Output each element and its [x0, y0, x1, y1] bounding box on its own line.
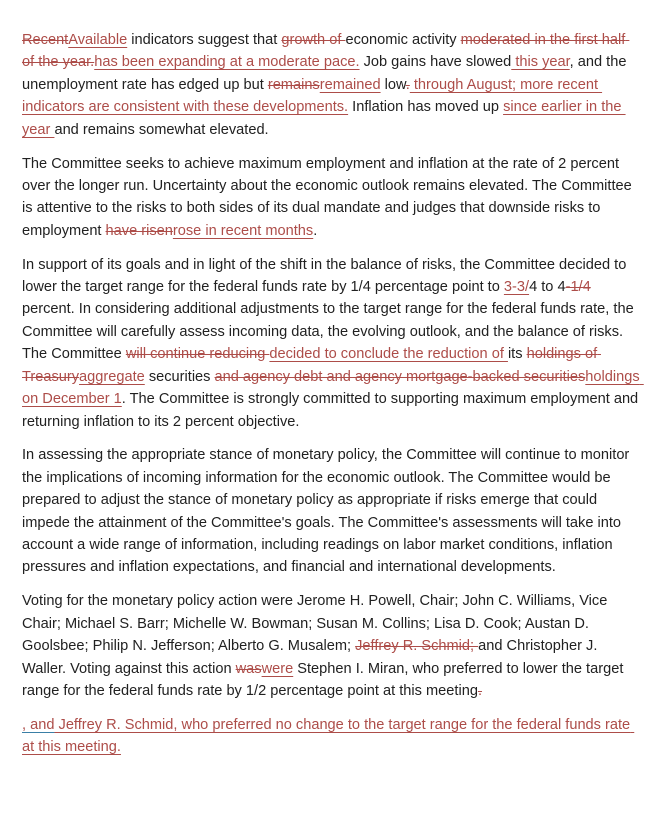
body-text-run: In support of its goals and in light of the shift in the balance of risks, the Committee decided to lower the target range for the federal funds rate by 1/4 percentage point to — [22, 256, 631, 296]
paragraph — [22, 29, 641, 141]
body-text-run: In assessing the appropriate stance of monetary policy, the Committee will continue to monitor the implications of incoming information for the economic outlook. The Committee would be prepared to adjust the stance of monetary policy as appropriate if risks emerge that could impede the attainment of the Committee's goals. The Committee's assessments will take into account a wide range of information, including readings on labor market conditions, inflation pressures and inflation expectations, and financial and international developments. — [22, 447, 634, 576]
inserted-text-run: Jeffrey R. Schmid, who preferred no change to the target range for the federal funds rate at this meeting. — [22, 716, 635, 756]
body-text-run: indicators suggest that — [127, 32, 282, 48]
paragraph — [22, 444, 641, 578]
paragraph — [22, 714, 641, 759]
paragraph — [22, 590, 641, 702]
body-text-run: Stephen I. Miran, who preferred to lower the target range for the federal funds rate by 1/2 percentage point at this meeting — [22, 660, 628, 699]
body-text-run: economic activity — [345, 32, 461, 48]
inserted-text-run: were — [261, 660, 294, 677]
inserted-text-run: this year — [511, 54, 570, 71]
deleted-text-run: . — [405, 76, 410, 93]
body-text-run: Inflation has moved up — [348, 99, 504, 116]
deleted-text-run: and agency debt and agency mortgage-backed securities — [214, 368, 586, 385]
body-text-run: . — [313, 222, 318, 239]
inserted-text-run: through August; more recent indicators are consistent with these developments. — [22, 76, 603, 116]
body-text-run: its — [507, 346, 527, 363]
deleted-text-run: have risen — [105, 222, 173, 239]
inserted-text-run: rose in recent months — [172, 222, 314, 239]
inserted-text-run: aggregate — [79, 368, 145, 385]
deleted-text-run: will continue reducing — [125, 346, 270, 363]
inserted-text-run: remained — [319, 76, 381, 93]
body-text-run: , and the unemployment rate has edged up but — [22, 54, 631, 93]
inserted-text-run: , and — [22, 716, 55, 733]
body-text-run: and Christopher J. Waller. Voting against this action — [22, 638, 602, 677]
body-text-run: 4 to 4 — [529, 279, 566, 296]
paragraph — [22, 153, 641, 243]
paragraph — [22, 254, 644, 433]
deleted-text-run: moderated in the first half of the year. — [22, 32, 630, 71]
inserted-text-run: has been expanding at a moderate pace. — [94, 54, 360, 71]
body-text-run: Voting for the monetary policy action were Jerome H. Powell, Chair; John C. Williams, Vice Chair; Michael S. Barr; Michelle W. Bowman; Susan M. Collins; Lisa D. Cook; Austan D. Goolsbee; Philip N. Jefferson; Alberto G. Musalem; — [22, 593, 612, 655]
body-text-run: securities — [144, 368, 215, 385]
body-text-run: The Committee seeks to achieve maximum employment and inflation at the rate of 2 percent over the longer run. Uncertainty about the economic outlook remains elevated. The Committee is attentive to the risks to both sides of its dual mandate and judges that downside risks to employment — [22, 155, 636, 239]
document-body — [22, 29, 644, 759]
inserted-text-run: Available — [68, 32, 128, 48]
inserted-text-run: holdings on December 1 — [22, 368, 644, 408]
body-text-run: . The Committee is strongly committed to supporting maximum employment and returning inflation to its 2 percent objective. — [22, 391, 643, 430]
deleted-text-run: Recent — [22, 32, 69, 48]
inserted-text-run: since earlier in the year — [22, 99, 626, 138]
deleted-text-run: growth of — [281, 32, 346, 48]
inserted-text-run: decided to conclude the reduction of — [269, 346, 508, 363]
deleted-text-run: was — [235, 660, 262, 677]
body-text-run: Job gains have slowed — [359, 54, 512, 71]
body-text-run: and remains somewhat elevated. — [54, 121, 269, 138]
deleted-text-run: Jeffrey R. Schmid; — [355, 638, 479, 655]
deleted-text-run: . — [477, 682, 483, 699]
body-text-run: low — [380, 76, 406, 93]
inserted-text-run: 3-3/ — [503, 279, 530, 296]
deleted-text-run: holdings of Treasury — [22, 346, 601, 385]
deleted-text-run: -1/4 — [565, 279, 591, 296]
body-text-run: percent. In considering additional adjustments to the target range for the federal funds rate, the Committee will carefully assess incoming data, the evolving outlook, and the balance of risks. The Committee — [22, 279, 638, 363]
deleted-text-run: remains — [267, 76, 320, 93]
